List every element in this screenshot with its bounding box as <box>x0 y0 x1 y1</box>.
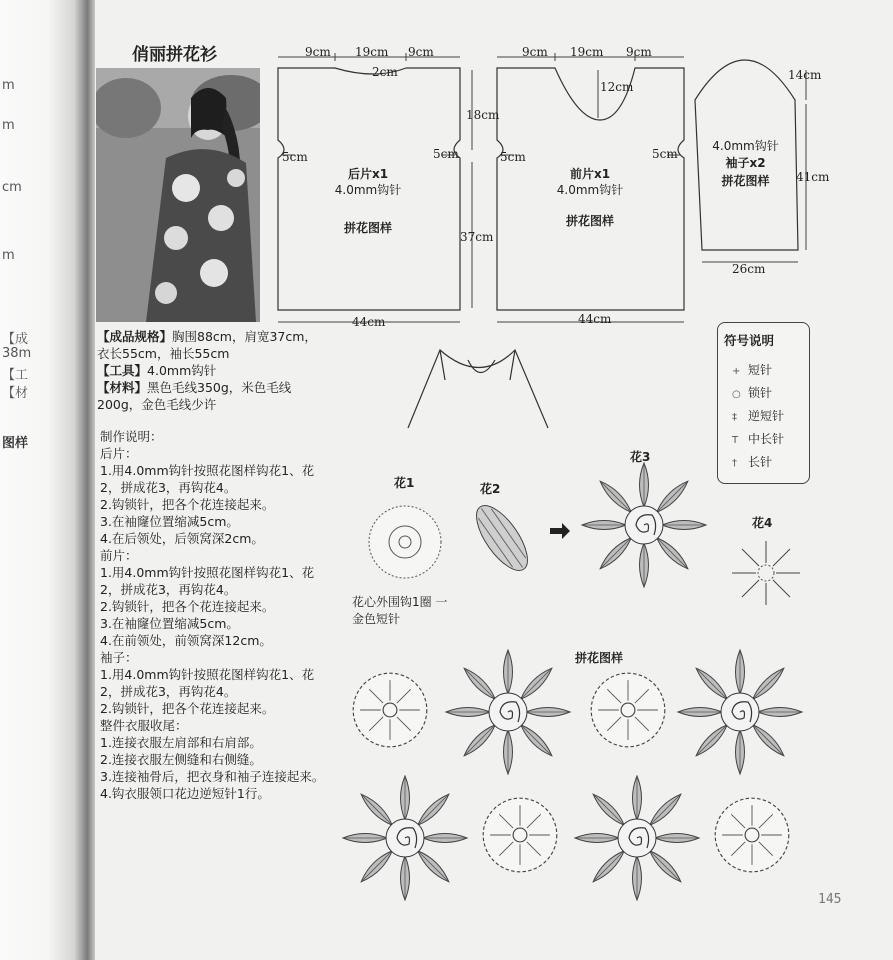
legend-label: 短针 <box>748 363 773 377</box>
gutter-fragment: 【材 <box>2 386 29 401</box>
legend-label: 长针 <box>748 455 773 469</box>
motif-round-flower <box>353 673 427 747</box>
front-piece-tool: 4.0mm钩针 <box>556 183 624 197</box>
step: 3.在袖窿位置缩减5cm。 <box>100 616 239 631</box>
material-label: 【材料】 <box>97 380 148 395</box>
motif-round-flower <box>715 798 789 872</box>
back-top-right: 9cm <box>408 45 434 59</box>
front-width: 44cm <box>578 312 612 326</box>
step: 1.用4.0mm钩针按照花图样钩花1、花2，拼成花3，再钩花4。 <box>100 463 315 495</box>
front-left-inset: 5cm <box>500 150 526 164</box>
double-crochet-symbol: † <box>732 458 737 469</box>
motif-big-flower <box>343 776 467 900</box>
sleeve-cuff: 26cm <box>732 262 766 276</box>
back-top-mid: 19cm <box>355 45 389 59</box>
sleeve-tool: 4.0mm钩针 <box>712 139 779 153</box>
step: 3.在袖窿位置缩减5cm。 <box>100 514 239 529</box>
motif-big-flower <box>575 776 699 900</box>
step: 2.连接衣服左侧缝和右侧缝。 <box>100 752 262 767</box>
sleeve-name: 袖子x2 <box>725 156 766 170</box>
flower4-label: 花4 <box>752 516 773 530</box>
tool-label: 【工具】 <box>97 363 148 378</box>
front-heading: 前片： <box>100 548 138 563</box>
back-piece-name: 后片x1 <box>347 167 389 181</box>
page-number: 145 <box>818 892 842 907</box>
legend-title: 符号说明 <box>724 333 775 348</box>
front-piece-name: 前片x1 <box>569 167 611 181</box>
sleeve-length: 41cm <box>796 170 830 184</box>
motif-big-flower <box>678 650 802 774</box>
back-neck-depth: 2cm <box>372 65 398 79</box>
front-top-right: 9cm <box>626 45 652 59</box>
flower1-diagram <box>369 506 441 578</box>
back-armhole-depth: 18cm <box>466 108 500 122</box>
back-left-inset: 5cm <box>282 150 308 164</box>
material-text: 黑色毛线350g，米色毛线200g，金色毛线少许 <box>97 380 292 412</box>
size-label: 【成品规格】 <box>97 329 173 344</box>
front-top-mid: 19cm <box>570 45 604 59</box>
step: 2.钩锁针，把各个花连接起来。 <box>100 497 275 512</box>
step: 4.在后领处，后领窝深2cm。 <box>100 531 264 546</box>
front-neck-depth: 12cm <box>600 80 634 94</box>
motif-round-flower <box>591 673 665 747</box>
tool-text: 4.0mm钩针 <box>147 363 217 378</box>
back-width: 44cm <box>352 315 386 329</box>
back-length: 37cm <box>460 230 494 244</box>
gutter-fragment: m <box>2 78 15 93</box>
flower-note-line1: 花心外围钩1圈 一 <box>352 595 448 609</box>
front-right-inset: 5cm <box>652 147 678 161</box>
gutter-fragment: 图样 <box>2 436 29 451</box>
sleeve-pattern: 拼花图样 <box>721 174 770 188</box>
legend-label: 逆短针 <box>748 409 785 423</box>
gutter-fragment: 38m <box>2 346 32 361</box>
flower2-diagram <box>467 498 537 579</box>
front-piece-pattern: 拼花图样 <box>565 214 614 228</box>
page-title: 俏丽拼花衫 <box>132 45 217 65</box>
sleeve-heading: 袖子： <box>100 650 138 665</box>
reverse-single-crochet-symbol: ‡ <box>732 412 737 423</box>
front-top-left: 9cm <box>522 45 548 59</box>
flower1-label: 花1 <box>394 476 415 490</box>
size-text: 胸围88cm，肩宽37cm，衣长55cm，袖长55cm <box>97 329 317 361</box>
gutter-fragment: m <box>2 118 15 133</box>
gutter-fragment: m <box>2 248 15 263</box>
back-piece-pattern: 拼花图样 <box>343 221 392 235</box>
step: 1.用4.0mm钩针按照花图样钩花1、花2，拼成花3，再钩花4。 <box>100 565 315 597</box>
flower3-diagram <box>582 463 706 587</box>
legend-label: 中长针 <box>748 432 785 446</box>
back-top-left: 9cm <box>305 45 331 59</box>
step: 2.钩锁针，把各个花连接起来。 <box>100 701 275 716</box>
flower2-label: 花2 <box>480 482 501 496</box>
step: 2.钩锁针，把各个花连接起来。 <box>100 599 275 614</box>
sleeve-cap: 14cm <box>788 68 822 82</box>
gutter-fragment: 【工 <box>2 368 29 383</box>
motif-round-flower <box>483 798 557 872</box>
chain-stitch-symbol: ○ <box>732 389 741 400</box>
step: 4.钩衣服领口花边逆短针1行。 <box>100 786 270 801</box>
flower4-diagram <box>732 541 800 605</box>
gutter-fragment: 【成 <box>2 332 29 347</box>
back-piece-tool: 4.0mm钩针 <box>334 183 402 197</box>
step: 3.连接袖骨后，把衣身和袖子连接起来。 <box>100 769 325 784</box>
step: 4.在前领处，前领窝深12cm。 <box>100 633 272 648</box>
motif-pattern-title: 拼花图样 <box>575 651 624 665</box>
half-double-crochet-symbol: T <box>732 435 739 446</box>
single-crochet-symbol: + <box>732 366 741 377</box>
finish-heading: 整件衣服收尾： <box>100 718 188 733</box>
instructions-heading: 制作说明： <box>100 429 163 444</box>
flower-note-line2: 金色短针 <box>352 612 401 626</box>
back-right-inset: 5cm <box>433 147 459 161</box>
step: 1.用4.0mm钩针按照花图样钩花1、花2，拼成花3，再钩花4。 <box>100 667 315 699</box>
motif-big-flower <box>446 650 570 774</box>
step: 1.连接衣服左肩部和右肩部。 <box>100 735 262 750</box>
legend-label: 锁针 <box>748 386 773 400</box>
flower3-label: 花3 <box>630 450 651 464</box>
back-heading: 后片： <box>100 446 138 461</box>
gutter-fragment: cm <box>2 180 22 195</box>
